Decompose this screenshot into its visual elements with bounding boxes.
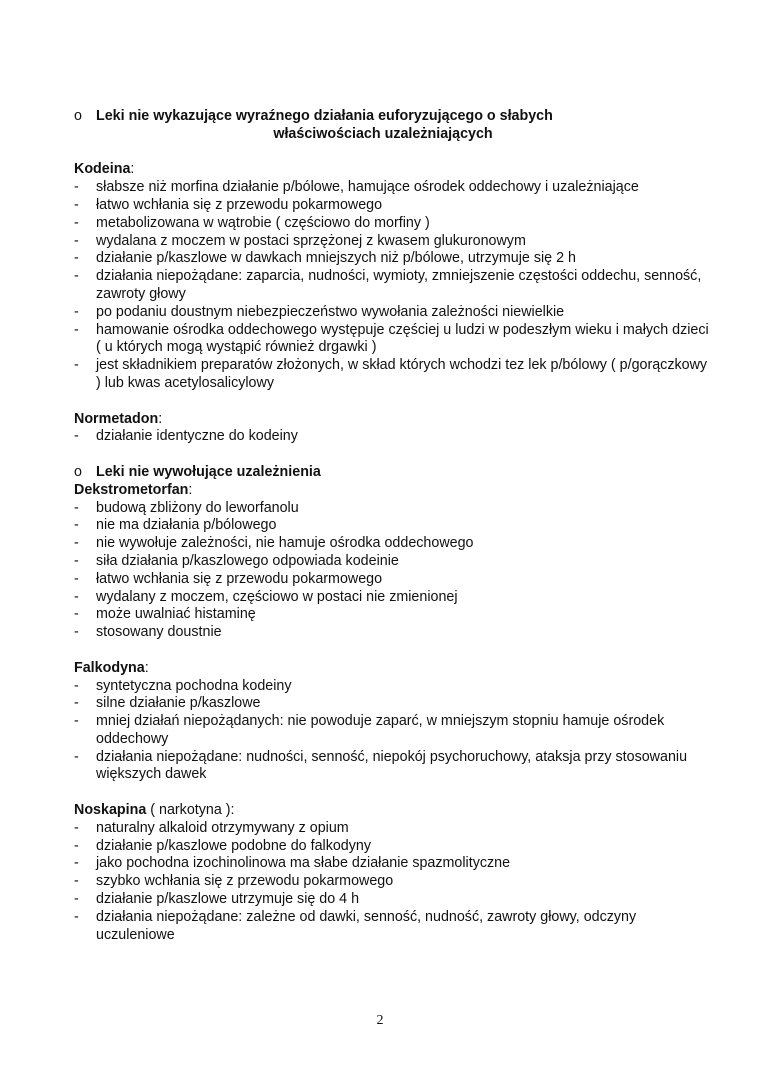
- heading-bullet: o: [74, 463, 82, 480]
- list-item: - stosowany doustnie: [74, 624, 714, 642]
- list-item: - nie ma działania p/bólowego: [74, 517, 714, 535]
- list-item: - działanie identyczne do kodeiny: [74, 428, 714, 446]
- list-item: - naturalny alkaloid otrzymywany z opium: [74, 820, 714, 838]
- section-title-kodeina: [74, 161, 714, 179]
- page-content: [74, 108, 714, 944]
- list-item: - łatwo wchłania się z przewodu pokarmowego: [74, 197, 714, 215]
- section-suffix: :: [188, 481, 193, 498]
- drug-name-dekstrometorfan: Dekstrometorfan: [74, 481, 189, 498]
- list-item: - wydalana z moczem w postaci sprzężonej z kwasem glukuronowym: [74, 233, 714, 251]
- list-noskapina: [74, 820, 714, 945]
- list-item: - działania niepożądane: zależne od dawki, senność, nudność, zawroty głowy, odczyny uczuleniowe: [74, 909, 714, 945]
- list-item: - łatwo wchłania się z przewodu pokarmowego: [74, 571, 714, 589]
- section-title-falkodyna: [74, 660, 714, 678]
- list-item: - nie wywołuje zależności, nie hamuje ośrodka oddechowego: [74, 535, 714, 553]
- list-normetadon: [74, 428, 714, 446]
- list-item: - działanie p/kaszlowe podobne do falkodyny: [74, 838, 714, 856]
- heading-text: Leki nie wywołujące uzależnienia: [96, 463, 321, 480]
- heading-euphoric-drugs: [74, 108, 714, 144]
- list-item: - jako pochodna izochinolinowa ma słabe działanie spazmolityczne: [74, 855, 714, 873]
- heading-line-2: właściwościach uzależniających: [273, 125, 493, 142]
- drug-name-kodeina: Kodeina: [74, 161, 131, 178]
- drug-name-noskapina: Noskapina: [74, 802, 147, 819]
- list-item: - hamowanie ośrodka oddechowego występuje częściej u ludzi w podeszłym wieku i małych dzieci ( u których mogą wystąpić również drgawki ): [74, 322, 714, 358]
- page-number: 2: [376, 1013, 384, 1028]
- section-suffix: :: [158, 410, 163, 427]
- list-item: - po podaniu doustnym niebezpieczeństwo wywołania zależności niewielkie: [74, 304, 714, 322]
- list-item: - szybko wchłania się z przewodu pokarmowego: [74, 873, 714, 891]
- heading-line-1: Leki nie wykazujące wyraźnego działania euforyzującego o słabych: [96, 108, 553, 124]
- drug-name-normetadon: Normetadon: [74, 410, 159, 427]
- section-suffix: ( narkotyna ):: [146, 802, 235, 819]
- section-title-normetadon: [74, 411, 714, 429]
- list-falkodyna: [74, 678, 714, 785]
- heading-bullet: o: [74, 108, 82, 124]
- list-item: - wydalany z moczem, częściowo w postaci nie zmienionej: [74, 589, 714, 607]
- list-item: - syntetyczna pochodna kodeiny: [74, 678, 714, 696]
- list-item: - metabolizowana w wątrobie ( częściowo do morfiny ): [74, 215, 714, 233]
- heading-non-addictive-drugs: [74, 464, 714, 482]
- section-title-noskapina: [74, 802, 714, 820]
- list-item: - silne działanie p/kaszlowe: [74, 695, 714, 713]
- list-item: - mniej działań niepożądanych: nie powoduje zaparć, w mniejszym stopniu hamuje ośrodek oddechowy: [74, 713, 714, 749]
- list-kodeina: [74, 179, 714, 393]
- list-dekstrometorfan: [74, 500, 714, 642]
- drug-name-falkodyna: Falkodyna: [74, 659, 145, 676]
- list-item: - siła działania p/kaszlowego odpowiada kodeinie: [74, 553, 714, 571]
- section-title-dekstrometorfan: [74, 482, 714, 500]
- list-item: - działania niepożądane: nudności, senność, niepokój psychoruchowy, ataksja przy stosowaniu większych dawek: [74, 749, 714, 785]
- list-item: - słabsze niż morfina działanie p/bólowe, hamujące ośrodek oddechowy i uzależniające: [74, 179, 714, 197]
- list-item: - działanie p/kaszlowe w dawkach mniejszych niż p/bólowe, utrzymuje się 2 h: [74, 250, 714, 268]
- section-suffix: :: [144, 659, 149, 676]
- list-item: - może uwalniać histaminę: [74, 606, 714, 624]
- list-item: - budową zbliżony do leworfanolu: [74, 500, 714, 518]
- list-item: - jest składnikiem preparatów złożonych, w skład których wchodzi tez lek p/bólowy ( p/gorączkowy ) lub kwas acetylosalicylowy: [74, 357, 714, 393]
- section-suffix: :: [130, 161, 135, 178]
- list-item: - działania niepożądane: zaparcia, nudności, wymioty, zmniejszenie częstości oddechu, senność, zawroty głowy: [74, 268, 714, 304]
- list-item: - działanie p/kaszlowe utrzymuje się do 4 h: [74, 891, 714, 909]
